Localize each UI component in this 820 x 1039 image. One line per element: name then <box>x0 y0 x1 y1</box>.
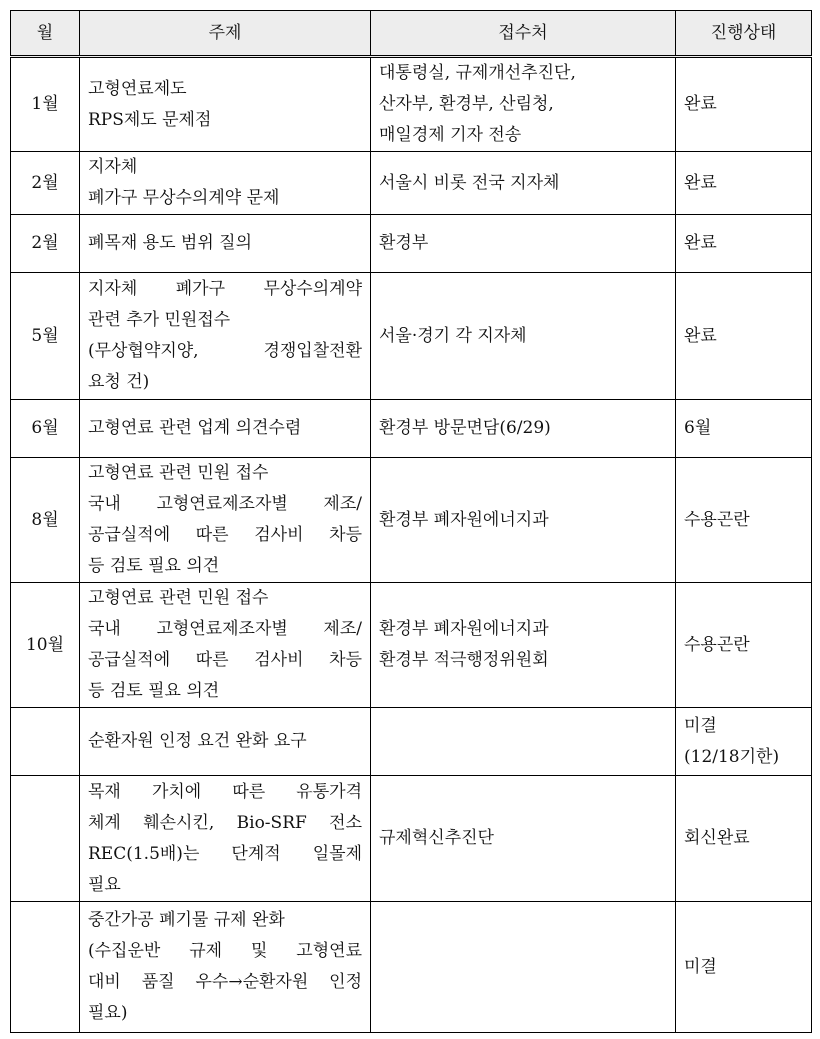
cell-month: 10월 <box>11 583 80 708</box>
cell-subject-line: 폐목재 용도 범위 질의 <box>88 233 253 253</box>
cell-subject-line: 국내 고형연료제조자별 제조/ <box>88 494 362 514</box>
cell-subject-line: 체계 훼손시킨, Bio-SRF 전소 <box>88 812 362 833</box>
header-destination: 접수처 <box>371 11 676 57</box>
table-row <box>11 400 812 458</box>
cell-subject-line: 등 검토 필요 의견 <box>88 556 220 576</box>
cell-subject-line: (무상협약지양, 경쟁입찰전환 <box>88 341 362 361</box>
cell-destination-line: 매일경제 기자 전송 <box>379 125 522 145</box>
table-row <box>11 215 812 273</box>
cell-destination <box>371 57 676 152</box>
cell-destination <box>371 583 676 708</box>
cell-status <box>676 215 812 273</box>
cell-destination-line: 규제혁신추진단 <box>379 828 494 848</box>
cell-subject-line: 관련 추가 민원접수 <box>88 310 231 330</box>
cell-status-line: 미결 <box>684 715 717 736</box>
cell-subject-line: 고형연료 관련 업계 의견수렴 <box>88 418 302 438</box>
cell-subject-line: 필요 <box>88 874 121 895</box>
table-row <box>11 583 812 708</box>
cell-subject-line: 공급실적에 따른 검사비 차등 <box>88 525 362 545</box>
cell-destination-line: 환경부 적극행정위원회 <box>379 650 549 670</box>
cell-subject-line: 필요) <box>88 1003 128 1023</box>
cell-month: 1월 <box>11 57 80 152</box>
cell-status <box>676 273 812 400</box>
cell-subject-line: 순환자원 인정 요건 완화 요구 <box>88 731 307 751</box>
cell-month: 2월 <box>11 152 80 215</box>
cell-destination-line: 서울시 비롯 전국 지자체 <box>379 172 560 193</box>
cell-status-line: 회신완료 <box>684 828 750 848</box>
cell-status <box>676 458 812 583</box>
table-row <box>11 57 812 152</box>
cell-destination-line: 환경부 폐자원에너지과 <box>379 619 549 639</box>
cell-subject <box>80 400 371 458</box>
cell-destination-line: 환경부 폐자원에너지과 <box>379 509 549 530</box>
cell-month: 6월 <box>11 400 80 458</box>
cell-subject <box>80 708 371 776</box>
cell-subject-line: 국내 고형연료제조자별 제조/ <box>88 619 362 639</box>
cell-subject <box>80 776 371 902</box>
cell-destination <box>371 400 676 458</box>
cell-subject-line: 지자체 <box>88 157 138 177</box>
cell-destination-line: 서울·경기 각 지자체 <box>379 325 527 346</box>
header-subject: 주제 <box>80 11 371 57</box>
table-row <box>11 152 812 215</box>
cell-subject-line: (수집운반 규제 및 고형연료 <box>88 941 362 961</box>
cell-destination <box>371 708 676 776</box>
cell-subject-line: RPS제도 문제점 <box>88 109 212 130</box>
cell-destination <box>371 776 676 902</box>
cell-destination <box>371 458 676 583</box>
cell-month: 5월 <box>11 273 80 400</box>
cell-status-line: 6월 <box>684 418 712 438</box>
cell-subject <box>80 152 371 215</box>
cell-status-line: 수용곤란 <box>684 509 750 530</box>
cell-month: 8월 <box>11 458 80 583</box>
cell-subject <box>80 273 371 400</box>
cell-status <box>676 708 812 776</box>
table-body <box>11 57 812 1033</box>
header-month: 월 <box>11 11 80 57</box>
cell-status-line: 미결 <box>684 956 717 977</box>
cell-status-line: 수용곤란 <box>684 634 750 655</box>
cell-subject <box>80 458 371 583</box>
cell-subject <box>80 583 371 708</box>
table-row <box>11 458 812 583</box>
cell-destination-line: 환경부 <box>379 233 429 253</box>
complaint-status-table <box>10 10 812 1033</box>
cell-subject-line: 대비 품질 우수→순환자원 인정 <box>88 972 362 992</box>
table-row <box>11 708 812 776</box>
cell-status <box>676 902 812 1033</box>
cell-status <box>676 776 812 902</box>
cell-subject-line: 목재 가치에 따른 유통가격 <box>88 781 362 802</box>
cell-subject <box>80 902 371 1033</box>
cell-status <box>676 400 812 458</box>
cell-destination <box>371 902 676 1033</box>
cell-status-line: 완료 <box>684 325 717 346</box>
cell-subject-line: 공급실적에 따른 검사비 차등 <box>88 650 362 670</box>
cell-status-line: 완료 <box>684 172 717 193</box>
cell-status <box>676 152 812 215</box>
cell-destination-line: 산자부, 환경부, 산림청, <box>379 94 554 114</box>
table-row <box>11 273 812 400</box>
header-row <box>11 11 812 57</box>
cell-subject-line: 고형연료 관련 민원 접수 <box>88 588 269 608</box>
cell-destination <box>371 152 676 215</box>
cell-status <box>676 57 812 152</box>
cell-subject-line: 폐가구 무상수의계약 문제 <box>88 188 280 208</box>
cell-subject-line: 등 검토 필요 의견 <box>88 681 220 701</box>
header-status: 진행상태 <box>676 11 812 57</box>
cell-destination <box>371 273 676 400</box>
table-row <box>11 902 812 1033</box>
cell-status-line: (12/18기한) <box>684 746 780 767</box>
cell-month: 2월 <box>11 215 80 273</box>
cell-month <box>11 776 80 902</box>
cell-destination-line: 대통령실, 규제개선추진단, <box>379 63 576 83</box>
cell-subject-line: 고형연료 관련 민원 접수 <box>88 463 269 483</box>
cell-month <box>11 902 80 1033</box>
cell-destination-line: 환경부 방문면담(6/29) <box>379 418 551 438</box>
cell-subject <box>80 215 371 273</box>
table-header <box>11 11 812 57</box>
cell-subject <box>80 57 371 152</box>
cell-subject-line: 지자체 폐가구 무상수의계약 <box>88 279 362 299</box>
cell-status-line: 완료 <box>684 233 717 253</box>
cell-destination <box>371 215 676 273</box>
cell-subject-line: 요청 건) <box>88 372 150 392</box>
cell-status <box>676 583 812 708</box>
cell-month <box>11 708 80 776</box>
cell-status-line: 완료 <box>684 94 717 114</box>
cell-subject-line: 중간가공 폐기물 규제 완화 <box>88 910 285 930</box>
table-row <box>11 776 812 902</box>
cell-subject-line: 고형연료제도 <box>88 78 187 99</box>
cell-subject-line: REC(1.5배)는 단계적 일몰제 <box>88 843 362 864</box>
